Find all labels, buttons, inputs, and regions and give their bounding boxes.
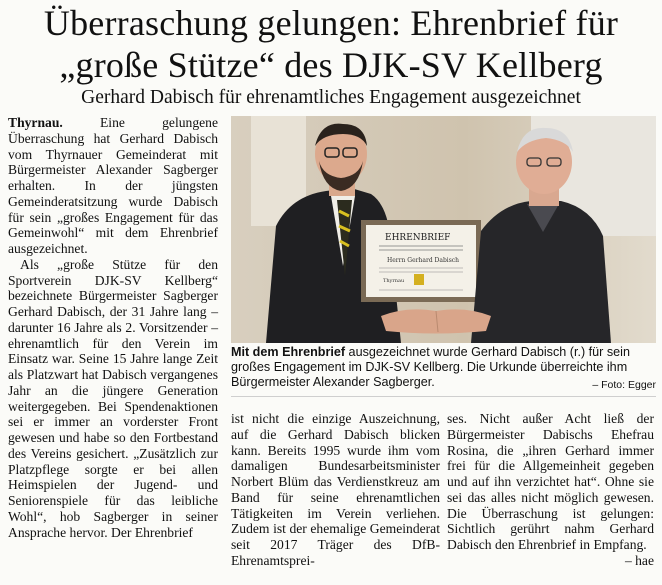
article-column-3	[447, 411, 654, 569]
author-signature: – hae	[624, 552, 654, 568]
certificate	[361, 220, 481, 302]
certificate-title: EHRENBRIEF	[385, 233, 451, 243]
certificate-name: Herrn Gerhard Dabisch	[387, 257, 460, 264]
paragraph-1-text: Eine gelungene Überraschung hat Gerhard Dabisch vom Thyrnauer Gemeinderat mit Bürgermeister Alexander Sagberger erhalten. In der jüngsten Gemeinderatsitzung wurde Dabisch für sein „großes Engagement für das Gemeinwohl“ mit dem Ehrenbrief ausgezeichnet.	[8, 115, 218, 256]
caption-text: ausgezeichnet wurde Gerhard Dabisch (r.) für sein großes Engagement im DJK-SV Kellberg. Die Urkunde überreichte ihm Bürgermeister Alexander Sagberger.	[231, 345, 630, 389]
photo-credit: – Foto: Egger	[592, 379, 656, 391]
caption-bold: Mit dem Ehrenbrief	[231, 345, 346, 359]
article-column-1	[8, 115, 218, 540]
column-2-text: ist nicht die einzige Auszeichnung, auf die Gerhard Dabisch blicken kann. Bereits 1995 wurde ihm vom damaligen Bundesarbeitsminister Norbert Blüm das Verdienstkreuz am Band für seine ehrenamtlichen Tätigkeiten im Verein verliehen. Zudem ist der ehemalige Gemeinderat seit 2017 Träger des DfB-Ehrenamtsprei-	[231, 411, 440, 568]
caption-divider	[231, 396, 656, 397]
article-photo	[231, 116, 656, 343]
article-column-2	[231, 411, 440, 569]
certificate-city: Thyrnau	[383, 278, 405, 284]
handshake	[381, 309, 491, 333]
headline-line-1: Überraschung gelungen: Ehrenbrief für	[43, 3, 619, 43]
headline	[8, 2, 654, 86]
headline-line-2: „große Stütze“ des DJK-SV Kellberg	[59, 45, 603, 85]
article-paragraph-2: Als „große Stütze für den Sportverein DJK-SV Kellberg“ bezeichnete Bürgermeister Sagberger Gerhard Dabisch, der 31 Jahre lang – darunter 16 Jahre als 2. Vorsitzender – ehrenamtlich für den Verein im Einsatz war. Seine 15 Jahre lange Zeit als Platzwart hat Dabisch vergangenes Jahr an die jüngere Generation weitergegeben. Bei Spendenaktionen sei er immer an vorderster Front gewesen und habe so den Fortbestand des Vereins gesichert. „Zusätzlich zur Platzpflege sorgte er bei allen Heimspielen der Jugend- und Seniorenspiele für das leibliche Wohl“, hob Sagberger in seiner Ansprache hervor. Der Ehrenbrief	[8, 256, 218, 540]
subheadline: Gerhard Dabisch für ehrenamtliches Engagement ausgezeichnet	[81, 87, 581, 108]
certificate-seal	[414, 274, 424, 285]
column-3-body: ses. Nicht außer Acht ließ der Bürgermeister Dabischs Ehefrau Rosina, die „ihren Gerhard immer frei für die Allgemeinheit gegeben und auf ihn verzichtet hat“. Ohne sie sei das alles nicht möglich gewesen. Die Überraschung ist gelungen: Sichtlich gerührt nahm Gerhard Dabisch den Ehrenbrief in Empfang.	[447, 411, 654, 552]
dateline: Thyrnau.	[8, 115, 63, 130]
article-paragraph-1	[8, 115, 218, 257]
column-3-text	[447, 411, 654, 568]
